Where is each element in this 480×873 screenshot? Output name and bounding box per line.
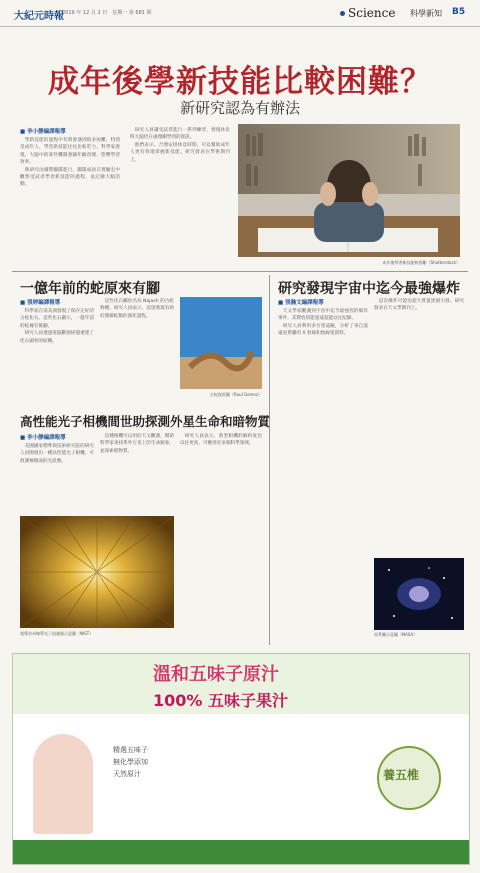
- snake-photo-caption: 古蛇復原圖（Raul Gomez）: [209, 392, 262, 397]
- page-number: B5: [452, 7, 466, 17]
- fossil-snake-illustration: [180, 297, 262, 389]
- snake-photo: [180, 297, 262, 389]
- ad-point: 精選五味子: [113, 746, 148, 754]
- ad-points: [113, 744, 148, 780]
- column-divider: [269, 275, 270, 645]
- light-column-3: 研究人員表示，新型相機的解析度比以往更高，可應用於多個科學領域。: [180, 434, 262, 447]
- lead-column-1: 學新技能的過程中有時會遇到很多困難，特別是成年人，學習新技能往往比較吃力。科學家發現，大腦中的某些機制會隨年齡改變，影響學習效率。 新研究由國際團隊進行，團隊成員在實驗室中觀察受試者學習新技能的過程，並記錄大腦活動。: [20, 138, 120, 188]
- light-byline: ■ 李小靜編譯報導: [20, 435, 66, 441]
- light-photo: [20, 516, 174, 628]
- lead-subhead: 新研究認為有辦法: [179, 99, 300, 117]
- section-name-zh: 科學新知: [410, 9, 442, 18]
- lead-headline: 成年後學新技能比較困難？: [48, 64, 432, 100]
- snake-column-2: 這些化石屬於名為 Najash 的古蛇物種。研究人員表示，這項發現有助於理解蛇類的演化過程。: [100, 299, 174, 319]
- light-column-2: 這種相機可以用於天文觀測，幫助科學家尋找系外行星上的生命跡象，並探索暗物質。: [100, 434, 174, 454]
- light-photo-caption: 超導奈米線單光子偵測器示意圖（NIST）: [20, 631, 94, 636]
- ad-brand: 養五椎: [383, 768, 420, 782]
- snake-column-1: 科學家在南美洲發現了保存完好的古蛇化石，這些化石顯示，一億年前的蛇擁有後腳。 研究人員透過電腦斷層掃描重建了化石頭骨的結構。: [20, 309, 94, 344]
- student-photo-illustration: [238, 124, 460, 257]
- section-divider: [12, 271, 468, 272]
- explosion-photo-caption: 星系團示意圖（NASA）: [374, 632, 418, 637]
- lead-photo: [238, 124, 460, 257]
- lead-column-2: 研究人員讓受試者進行一系列練習，發現休息時大腦仍在處理剛學到的資訊。 他們表示，合理安排休息時間，可以幫助成年人更有效地掌握新技能。研究發表在學術期刊上。: [130, 128, 230, 163]
- explosion-column-1: 天文學家觀測到宇宙中迄今最強烈的爆炸事件，其釋放的能量遠超過以往紀錄。 研究人員利用多台望遠鏡，分析了來自遙遠星系團的 X 射線和無線電資料。: [278, 309, 368, 337]
- ad-point: 天然原汁: [113, 770, 141, 778]
- masthead-logo: 大紀元時報: [14, 11, 64, 22]
- explosion-byline: ■ 張瀚文編譯報導: [278, 300, 324, 306]
- ad-footer-band: [13, 840, 469, 864]
- lead-byline: ■ 李小靜編譯報導: [20, 129, 66, 135]
- photon-burst-illustration: [20, 516, 174, 628]
- snake-byline: ■ 張婷編譯報導: [20, 300, 61, 306]
- light-title: 高性能光子相機間世助探測外星生命和暗物質: [20, 414, 271, 429]
- galaxy-cluster-illustration: [374, 558, 464, 630]
- ad-banner: 溫和五味子原汁: [153, 664, 279, 685]
- ad-point: 無化學添加: [113, 758, 148, 766]
- explosion-title: 研究發現宇宙中迄今最強爆炸: [278, 281, 460, 297]
- section-dot-icon: [340, 11, 345, 16]
- explosion-photo: [374, 558, 464, 630]
- light-column-1: 美國國家標準與技術研究院的研究人員開發出一種高性能光子相機，可偵測極微弱的光訊號。: [20, 444, 94, 464]
- lead-photo-caption: 成年後學習新技能較困難（Shutterstock）: [382, 260, 460, 265]
- advertisement[interactable]: [12, 653, 470, 865]
- ad-badge: 100% 五味子果汁: [153, 691, 289, 710]
- ad-model-figure: [33, 734, 93, 834]
- explosion-column-2: 這次爆炸可能由超大質量黑洞引發。研究發表在天文學期刊上。: [374, 299, 464, 312]
- snake-title: 一億年前的蛇原來有腳: [20, 281, 160, 297]
- section-name-en: Science: [348, 6, 396, 20]
- dateline: 2019 年 12 月 2 日 星期一 第 681 期: [62, 10, 152, 16]
